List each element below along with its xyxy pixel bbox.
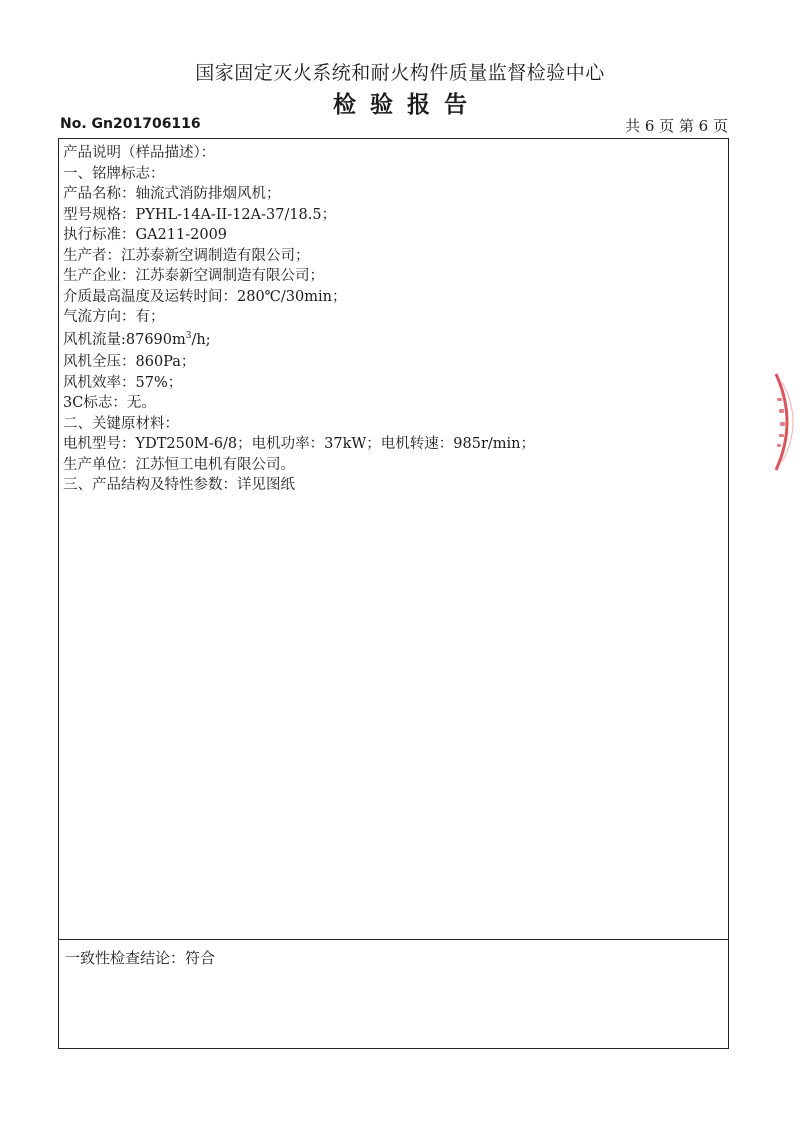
- airflow-volume-value: 风机流量:87690m: [63, 331, 186, 348]
- 3c-mark: 3C标志：无。: [63, 395, 156, 411]
- section-nameplate: 一、铭牌标志：: [63, 165, 165, 182]
- motor-spec: 电机型号：YDT250M-6/8；电机功率：37kW；电机转速：985r/min；: [63, 436, 535, 452]
- section-materials: 二、关键原材料：: [63, 415, 179, 432]
- product-description: [59, 139, 728, 939]
- product-name: 产品名称：轴流式消防排烟风机；: [63, 186, 281, 202]
- medium-temperature: 介质最高温度及运转时间：280℃/30min；: [63, 288, 347, 305]
- fan-efficiency: 风机效率：57%；: [63, 374, 183, 391]
- report-frame: [58, 138, 729, 1049]
- seal-stamp-fragment: [760, 372, 800, 472]
- section-structure: 三、产品结构及特性参数：详见图纸: [63, 477, 295, 493]
- airflow-volume: [63, 330, 728, 351]
- airflow-volume-unit: /h;: [191, 331, 211, 348]
- description-heading: 产品说明（样品描述）：: [63, 145, 216, 161]
- model-spec: 型号规格：PYHL-14A-II-12A-37/18.5；: [63, 206, 337, 223]
- report-number: No. Gn201706116: [60, 116, 201, 132]
- org-name: 国家固定灭火系统和耐火构件质量监督检验中心: [195, 62, 605, 84]
- conclusion-text: 一致性检查结论：符合: [65, 949, 216, 967]
- enterprise: 生产企业：江苏泰新空调制造有限公司；: [63, 268, 324, 284]
- seal-icon: [760, 372, 800, 472]
- standard: 执行标准：GA211-2009: [63, 227, 228, 243]
- airflow-volume-exponent: 3: [185, 330, 192, 341]
- page-count: 共 6 页 第 6 页: [625, 117, 728, 135]
- motor-maker: 生产单位：江苏恒工电机有限公司。: [63, 456, 295, 473]
- report-title: 检验报告: [333, 92, 481, 118]
- airflow-direction: 气流方向：有；: [63, 309, 165, 325]
- conclusion-divider: [59, 939, 728, 940]
- total-pressure: 风机全压：860Pa；: [63, 354, 196, 370]
- producer: 生产者：江苏泰新空调制造有限公司；: [63, 247, 310, 264]
